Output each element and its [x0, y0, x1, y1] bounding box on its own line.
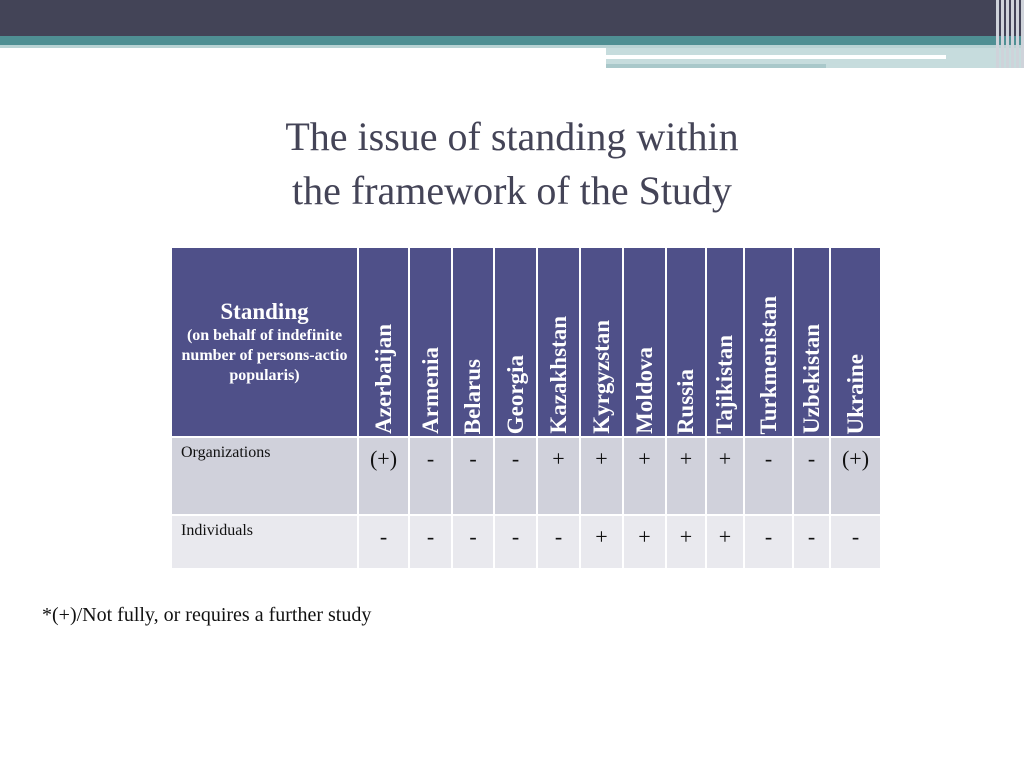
country-label: Tajikistan: [712, 335, 737, 434]
col-header-kazakhstan: [537, 247, 580, 437]
table-cell: -: [409, 515, 452, 569]
country-label: Georgia: [502, 354, 528, 434]
slide-title-line1: The issue of standing within: [285, 114, 739, 159]
decor-line: [606, 64, 826, 68]
col-header-kyrgyzstan: [580, 247, 623, 437]
standing-table: [170, 246, 882, 570]
country-label: Turkmenistan: [755, 295, 781, 434]
table-cell: -: [830, 515, 881, 569]
table-cell: +: [666, 515, 706, 569]
standing-title: Standing: [220, 299, 309, 324]
table-cell: -: [537, 515, 580, 569]
country-label: Moldova: [631, 347, 657, 434]
decor-line-white: [606, 55, 946, 59]
table-cell: (+): [830, 437, 881, 515]
col-header-turkmenistan: [744, 247, 793, 437]
col-header-moldova: [623, 247, 666, 437]
footnote: *(+)/Not fully, or requires a further study: [42, 604, 372, 626]
decor-vertical-stripes: [992, 0, 1024, 68]
table-cell: +: [623, 515, 666, 569]
table-row-organizations: [171, 437, 881, 515]
country-label: Azerbaijan: [370, 324, 396, 434]
table-cell: -: [494, 437, 537, 515]
table-row-individuals: [171, 515, 881, 569]
country-label: Ukraine: [842, 353, 868, 434]
standing-header: [171, 247, 358, 437]
country-label: Kazakhstan: [545, 316, 571, 434]
teal-stripe: [0, 36, 1024, 45]
table-cell: -: [452, 437, 494, 515]
col-header-armenia: [409, 247, 452, 437]
table-cell: +: [623, 437, 666, 515]
table-cell: +: [706, 437, 744, 515]
table-cell: -: [744, 515, 793, 569]
table-cell: -: [494, 515, 537, 569]
country-label: Belarus: [460, 358, 485, 434]
top-banner: [0, 0, 1024, 36]
standing-subtitle: (on behalf of indefinite number of persons-actio popularis): [181, 327, 348, 384]
col-header-ukraine: [830, 247, 881, 437]
country-label: Russia: [673, 368, 698, 434]
col-header-tajikistan: [706, 247, 744, 437]
table-cell: +: [580, 515, 623, 569]
country-label: Armenia: [417, 347, 443, 434]
col-header-azerbaijan: [358, 247, 409, 437]
country-label: Kyrgyzstan: [588, 320, 614, 434]
slide-title: [0, 110, 1024, 218]
row-label: Individuals: [171, 515, 358, 569]
row-label: Organizations: [171, 437, 358, 515]
col-header-uzbekistan: [793, 247, 830, 437]
col-header-georgia: [494, 247, 537, 437]
table-cell: -: [452, 515, 494, 569]
country-label: Uzbekistan: [798, 324, 824, 434]
table-cell: +: [580, 437, 623, 515]
slide-title-line2: the framework of the Study: [292, 168, 732, 213]
table-cell: +: [537, 437, 580, 515]
header-row: [171, 247, 881, 437]
table-cell: -: [358, 515, 409, 569]
col-header-belarus: [452, 247, 494, 437]
table-cell: +: [706, 515, 744, 569]
table-cell: -: [409, 437, 452, 515]
col-header-russia: [666, 247, 706, 437]
table-cell: -: [793, 515, 830, 569]
table-cell: -: [744, 437, 793, 515]
table-cell: (+): [358, 437, 409, 515]
table-cell: -: [793, 437, 830, 515]
table-cell: +: [666, 437, 706, 515]
